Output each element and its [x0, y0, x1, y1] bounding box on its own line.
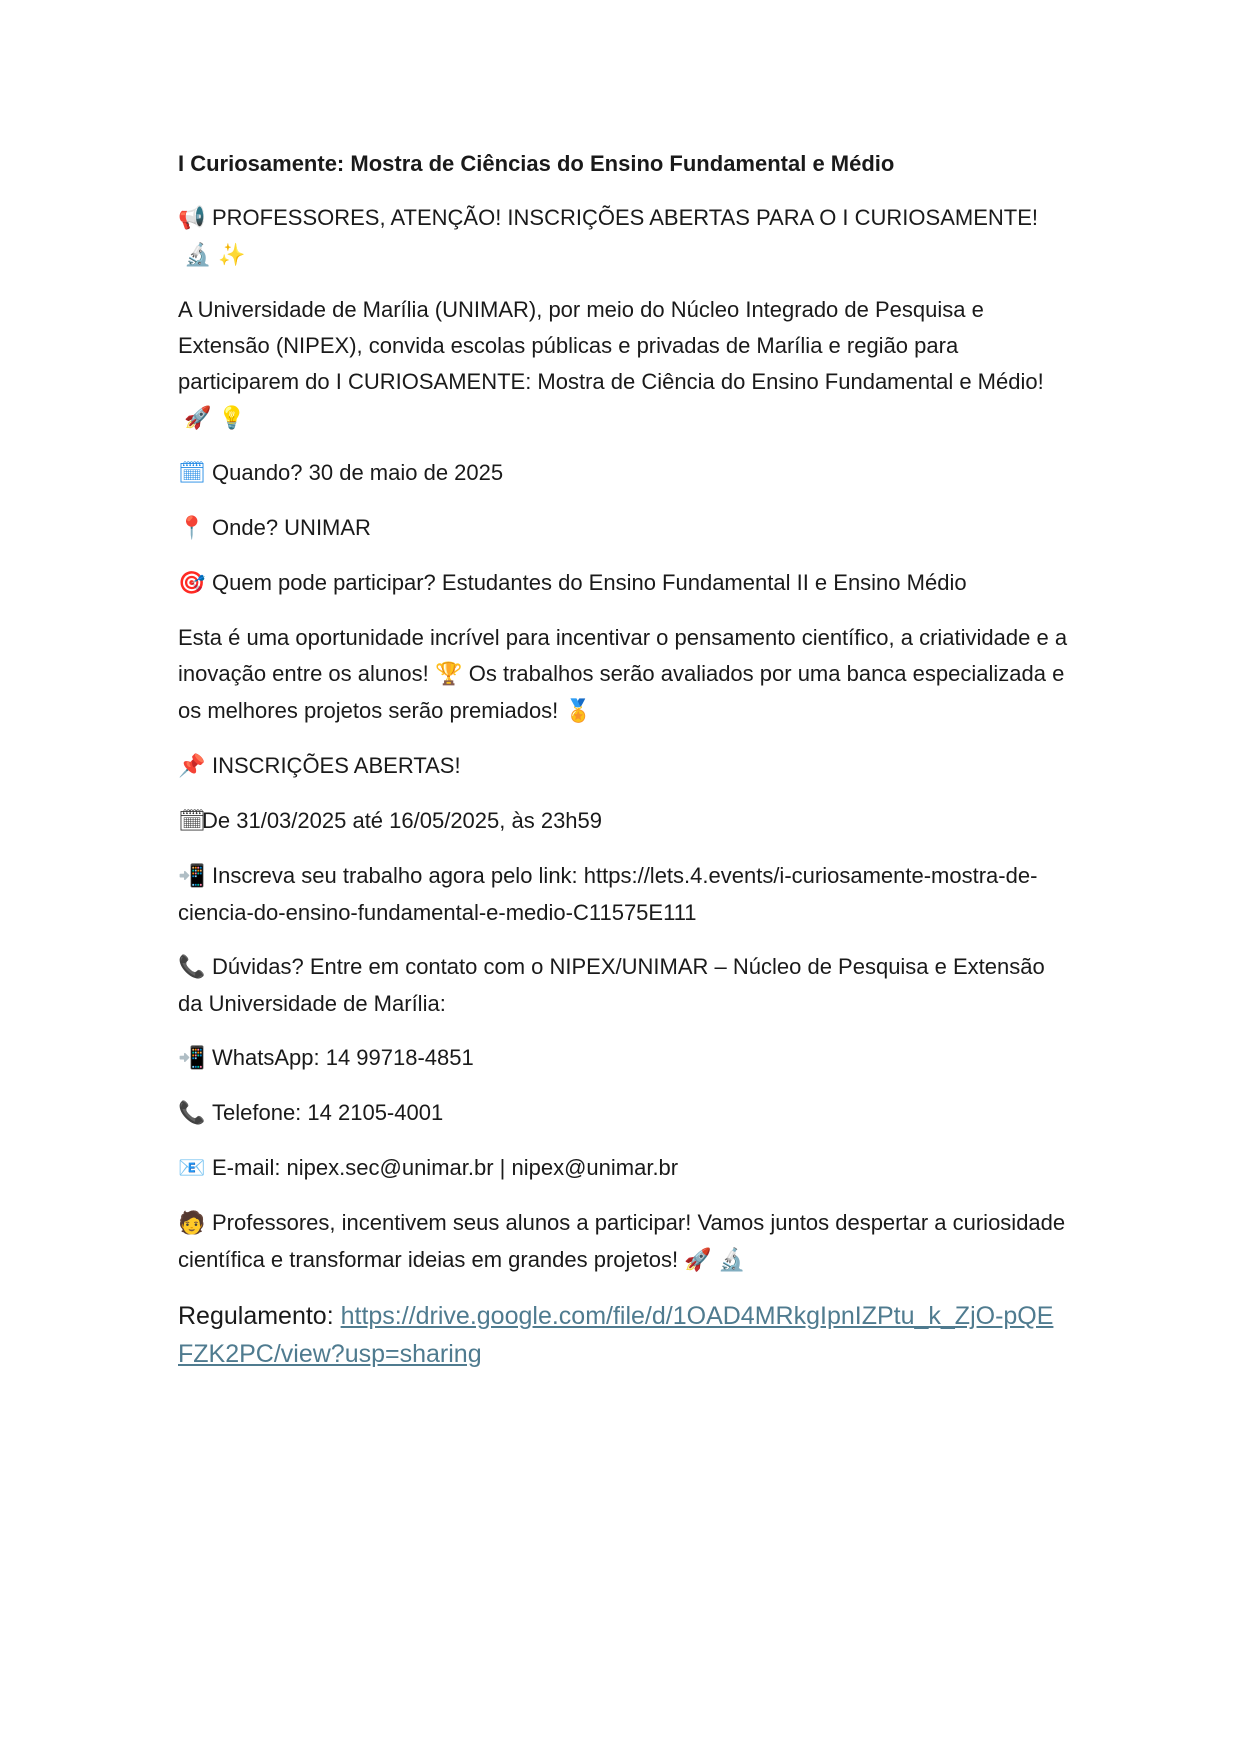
- questions-paragraph: [178, 949, 1068, 1022]
- period-text: De 31/03/2025 até 16/05/2025, às 23h59: [202, 808, 603, 833]
- period-line: [178, 803, 1068, 840]
- target-icon: 🎯: [178, 571, 206, 596]
- registrations-line: [178, 748, 1068, 785]
- opportunity-text-1: Esta é uma oportunidade incrível para incentivar o pensamento científico, a criatividade e a inovação entre os alunos!: [178, 625, 1068, 686]
- mobile-phone-arrow-icon: 📲: [178, 1046, 206, 1071]
- where-text: Onde? UNIMAR: [212, 515, 371, 540]
- light-bulb-icon: 💡: [218, 406, 246, 431]
- regulation-label: Regulamento:: [178, 1302, 334, 1330]
- intro-paragraph: [178, 292, 1068, 437]
- microscope-icon: 🔬: [718, 1248, 746, 1273]
- announcement-text: PROFESSORES, ATENÇÃO! INSCRIÇÕES ABERTAS PARA O I CURIOSAMENTE!: [212, 205, 1038, 230]
- intro-text: A Universidade de Marília (UNIMAR), por meio do Núcleo Integrado de Pesquisa e Extensão (NIPEX), convida escolas públicas e privadas de Marília e região para participarem do I CURIOSAMENTE: Mostra de Ciência do Ensino Fundamental e Médio!: [178, 297, 1044, 394]
- mobile-phone-arrow-icon: 📲: [178, 864, 206, 889]
- date-icon: 🗓: [178, 809, 206, 834]
- phone-text: Telefone: 14 2105-4001: [212, 1100, 444, 1125]
- registrations-text: INSCRIÇÕES ABERTAS!: [212, 753, 461, 778]
- who-line: [178, 565, 1068, 602]
- document-page: [178, 146, 1068, 1373]
- where-line: [178, 510, 1068, 547]
- whatsapp-line: [178, 1040, 1068, 1077]
- telephone-receiver-icon: 📞: [178, 955, 206, 980]
- medal-icon: 🏅: [564, 699, 592, 724]
- opportunity-paragraph: [178, 620, 1068, 730]
- megaphone-icon: 📢: [178, 206, 206, 231]
- rocket-icon: 🚀: [184, 406, 212, 431]
- regulation-link[interactable]: https://drive.google.com/file/d/1OAD4MRkgIpnIZPtu_k_ZjO-pQEFZK2PC/view?usp=sharing: [178, 1302, 1054, 1368]
- round-pushpin-icon: 📍: [178, 516, 206, 541]
- when-line: [178, 455, 1068, 492]
- document-title: I Curiosamente: Mostra de Ciências do Ensino Fundamental e Médio: [178, 151, 895, 176]
- regulation-paragraph: [178, 1297, 1068, 1373]
- trophy-icon: 🏆: [435, 662, 463, 687]
- teacher-icon: 🧑: [178, 1211, 206, 1236]
- opportunity-text-2: Os trabalhos serão avaliados por uma banca especializada e os melhores projetos serão premiados!: [178, 661, 1065, 723]
- closing-paragraph: [178, 1205, 1068, 1279]
- email-envelope-icon: 📧: [178, 1156, 206, 1181]
- calendar-icon: 🗓: [178, 461, 206, 486]
- telephone-receiver-icon: 📞: [178, 1101, 206, 1126]
- signup-paragraph: [178, 858, 1068, 931]
- email-text: E-mail: nipex.sec@unimar.br | nipex@unimar.br: [212, 1155, 679, 1180]
- phone-line: [178, 1095, 1068, 1132]
- microscope-icon: 🔬: [184, 243, 212, 268]
- whatsapp-text: WhatsApp: 14 99718-4851: [212, 1045, 474, 1070]
- pushpin-icon: 📌: [178, 754, 206, 779]
- who-text: Quem pode participar? Estudantes do Ensino Fundamental II e Ensino Médio: [212, 570, 967, 595]
- signup-text: Inscreva seu trabalho agora pelo link: https://lets.4.events/i-curiosamente-mostra-de-ciencia-do-ensino-fundamental-e-medio-C11575E111: [178, 863, 1038, 925]
- questions-text: Dúvidas? Entre em contato com o NIPEX/UNIMAR – Núcleo de Pesquisa e Extensão da Universidade de Marília:: [178, 954, 1045, 1016]
- closing-text: Professores, incentivem seus alunos a participar! Vamos juntos despertar a curiosidade científica e transformar ideias em grandes projetos!: [178, 1210, 1066, 1272]
- when-text: Quando? 30 de maio de 2025: [212, 460, 504, 485]
- sparkles-icon: ✨: [218, 243, 246, 268]
- email-line: [178, 1150, 1068, 1187]
- announcement-paragraph: [178, 200, 1068, 274]
- rocket-icon: 🚀: [684, 1248, 712, 1273]
